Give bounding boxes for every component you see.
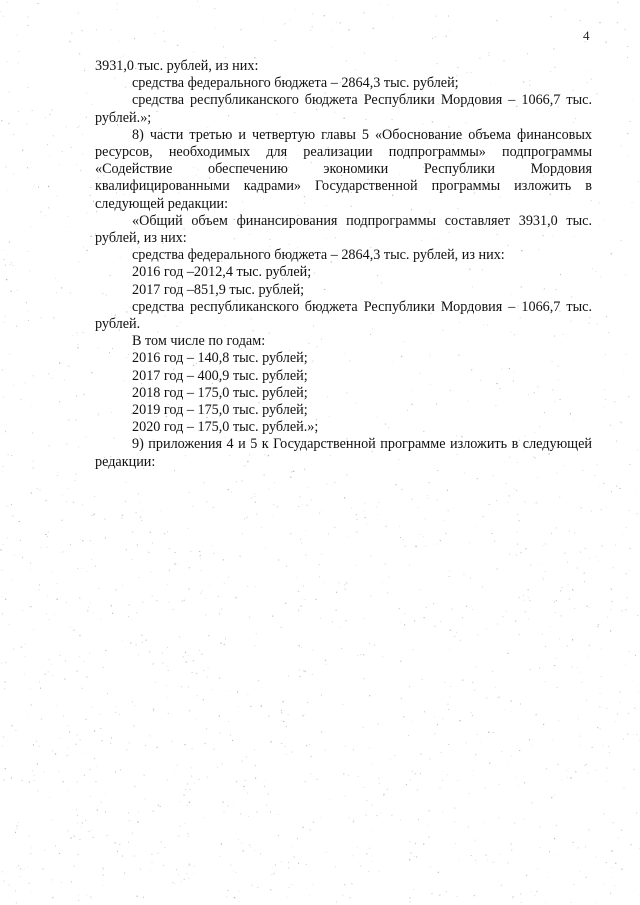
paragraph: 2018 год – 175,0 тыс. рублей; [132,384,308,401]
paragraph: 2020 год – 175,0 тыс. рублей.»; [132,419,319,436]
paragraph: средства федерального бюджета – 2864,3 тыс. рублей, из них: [132,247,505,264]
paragraph: 8) части третью и четвертую главы 5 «Обоснование объема финансовых ресурсов, необходимых для реализации подпрограммы» подпрограммы «Содействие обеспечению экономики Республики Мордовия квалифицированными кадрами» Государственной программы изложить в следующей редакции: [95,126,592,212]
page-number: 4 [583,28,590,43]
paragraph: В том числе по годам: [132,333,266,350]
paragraph: «Общий объем финансирования подпрограммы составляет 3931,0 тыс. рублей, из них: [95,212,592,247]
paragraph: средства федерального бюджета – 2864,3 тыс. рублей; [132,75,459,92]
paragraph: 2017 год – 400,9 тыс. рублей; [132,367,308,384]
paragraph: 2017 год –851,9 тыс. рублей; [132,281,305,298]
paragraph: средства республиканского бюджета Республики Мордовия – 1066,7 тыс. рублей. [95,298,592,333]
paragraph: средства республиканского бюджета Республики Мордовия – 1066,7 тыс. рублей.»; [95,92,592,126]
paragraph: 2016 год – 140,8 тыс. рублей; [132,350,308,367]
document-body [95,58,592,471]
paragraph: 2019 год – 175,0 тыс. рублей; [132,402,308,419]
paragraph: 2016 год –2012,4 тыс. рублей; [132,264,312,281]
paragraph: 9) приложения 4 и 5 к Государственной программе изложить в следующей редакции: [95,436,592,470]
paragraph: 3931,0 тыс. рублей, из них: [95,58,259,74]
